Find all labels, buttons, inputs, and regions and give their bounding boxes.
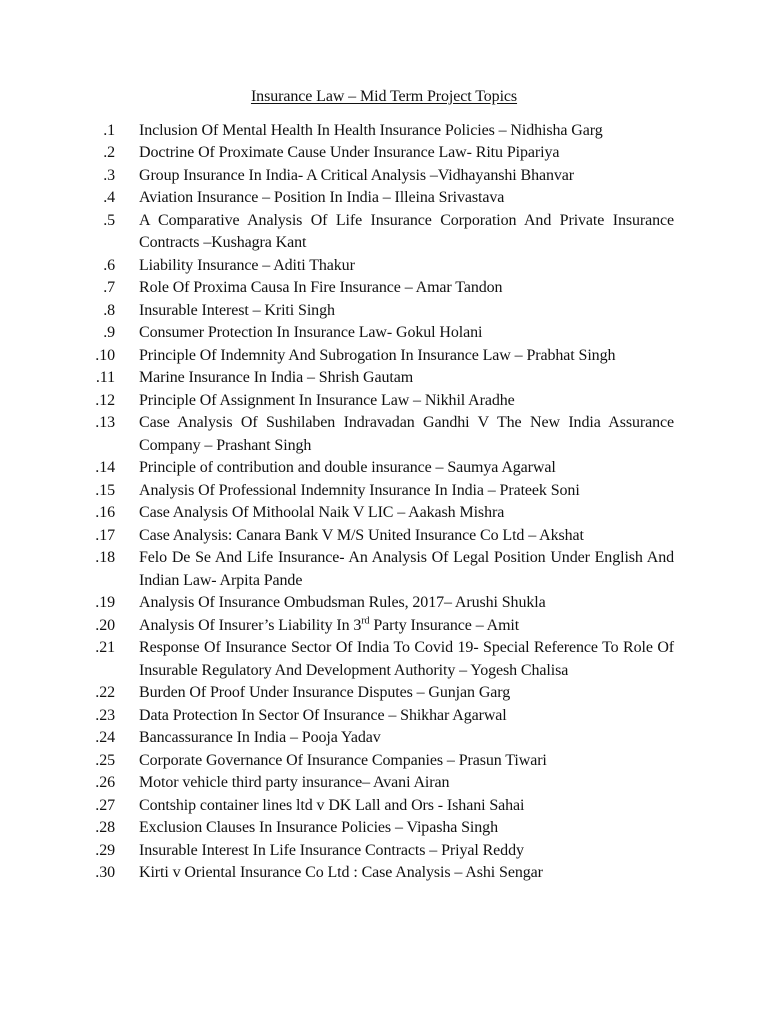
topic-item: 25. Corporate Governance Of Insurance Companies – Prasun Tiwari <box>95 751 547 769</box>
topic-text: Motor vehicle third party insurance– Avani Airan <box>139 774 450 791</box>
topic-text <box>139 617 519 634</box>
topic-text: Principle of contribution and double insurance – Saumya Agarwal <box>139 459 556 476</box>
topic-item: 2. Doctrine Of Proximate Cause Under Insurance Law- Ritu Pipariya <box>103 144 560 161</box>
topic-item: 15. Analysis Of Professional Indemnity Insurance In India – Prateek Soni <box>95 481 580 499</box>
topic-item: 3. Group Insurance In India- A Critical Analysis –Vidhayanshi Bhanvar <box>103 166 575 184</box>
topic-item: 5. A Comparative Analysis Of Life Insurance Corporation And Private Insurance Contracts –Kushagra Kant <box>103 211 674 251</box>
topic-text: Bancassurance In India – Pooja Yadav <box>139 729 381 746</box>
topic-item: 16. Case Analysis Of Mithoolal Naik V LIC – Aakash Mishra <box>95 504 505 521</box>
topic-item: 12. Principle Of Assignment In Insurance Law – Nikhil Aradhe <box>95 391 515 409</box>
topic-item: 1. Inclusion Of Mental Health In Health Insurance Policies – Nidhisha Garg <box>103 121 603 139</box>
topic-text: Felo De Se And Life Insurance- An Analysis Of Legal Position Under English And Indian Law- Arpita Pande <box>139 549 674 589</box>
topic-item: 8. Insurable Interest – Kriti Singh <box>103 301 335 319</box>
topic-text: Case Analysis Of Sushilaben Indravadan Gandhi V The New India Assurance Company – Prashant Singh <box>139 414 674 454</box>
topic-item: 14. Principle of contribution and double insurance – Saumya Agarwal <box>95 459 556 476</box>
topic-item: 17. Case Analysis: Canara Bank V M/S United Insurance Co Ltd – Akshat <box>95 526 584 544</box>
topic-text: Data Protection In Sector Of Insurance – Shikhar Agarwal <box>139 706 507 724</box>
topic-item: 22. Burden Of Proof Under Insurance Disputes – Gunjan Garg <box>95 684 511 701</box>
topic-text: Burden Of Proof Under Insurance Disputes – Gunjan Garg <box>139 684 511 701</box>
topic-text-part: Party Insurance – Amit <box>369 616 520 634</box>
topic-item: 7. Role Of Proxima Causa In Fire Insurance – Amar Tandon <box>103 279 503 296</box>
topic-item: 18. Felo De Se And Life Insurance- An Analysis Of Legal Position Under English And Indian Law- Arpita Pande <box>95 549 674 589</box>
topic-text: A Comparative Analysis Of Life Insurance Corporation And Private Insurance Contracts –Kushagra Kant <box>139 211 674 251</box>
ordinal-superscript: rd <box>361 615 370 627</box>
topic-text: Corporate Governance Of Insurance Companies – Prasun Tiwari <box>139 751 547 769</box>
topic-text: Liability Insurance – Aditi Thakur <box>139 256 355 274</box>
topic-text: Marine Insurance In India – Shrish Gautam <box>139 369 414 386</box>
topic-text: Analysis Of Professional Indemnity Insurance In India – Prateek Soni <box>139 481 580 499</box>
topic-text: Inclusion Of Mental Health In Health Insurance Policies – Nidhisha Garg <box>139 121 603 139</box>
document-title: Insurance Law – Mid Term Project Topics <box>250 88 518 105</box>
topic-item: 23. Data Protection In Sector Of Insurance – Shikhar Agarwal <box>95 706 507 724</box>
topic-item: 10. Principle Of Indemnity And Subrogation In Insurance Law – Prabhat Singh <box>95 346 616 364</box>
topic-item: 27. Contship container lines ltd v DK Lall and Ors - Ishani Sahai <box>95 796 525 814</box>
topic-item: 6. Liability Insurance – Aditi Thakur <box>103 256 355 274</box>
topic-text: Exclusion Clauses In Insurance Policies – Vipasha Singh <box>139 819 498 836</box>
topic-item: 30. Kirti v Oriental Insurance Co Ltd : Case Analysis – Ashi Sengar <box>95 864 543 881</box>
topic-text: Case Analysis Of Mithoolal Naik V LIC – Aakash Mishra <box>139 504 505 521</box>
topic-text: Consumer Protection In Insurance Law- Gokul Holani <box>139 324 483 341</box>
topic-text: Insurable Interest – Kriti Singh <box>139 301 335 319</box>
topic-text: Role Of Proxima Causa In Fire Insurance – Amar Tandon <box>139 279 503 296</box>
topic-text: Insurable Interest In Life Insurance Contracts – Priyal Reddy <box>139 841 524 859</box>
topic-item: 13. Case Analysis Of Sushilaben Indravadan Gandhi V The New India Assurance Company – Prashant Singh <box>95 414 674 454</box>
topic-text: Kirti v Oriental Insurance Co Ltd : Case Analysis – Ashi Sengar <box>139 864 543 881</box>
topic-list <box>95 120 674 885</box>
topic-text: Contship container lines ltd v DK Lall and Ors - Ishani Sahai <box>139 796 525 814</box>
topic-item: 11. Marine Insurance In India – Shrish Gautam <box>95 369 414 386</box>
topic-item: 24. Bancassurance In India – Pooja Yadav <box>95 729 381 746</box>
topic-text: Principle Of Indemnity And Subrogation In Insurance Law – Prabhat Singh <box>139 346 616 364</box>
topic-text: Aviation Insurance – Position In India – Illeina Srivastava <box>139 189 505 206</box>
topic-item: 28. Exclusion Clauses In Insurance Policies – Vipasha Singh <box>95 819 498 836</box>
topic-item: 26. Motor vehicle third party insurance– Avani Airan <box>95 774 450 791</box>
topic-text-part: Analysis Of Insurer’s Liability In 3 <box>139 616 362 634</box>
topic-item: 9. Consumer Protection In Insurance Law- Gokul Holani <box>103 324 483 341</box>
topic-text: Case Analysis: Canara Bank V M/S United Insurance Co Ltd – Akshat <box>139 526 584 544</box>
topic-text: Analysis Of Insurance Ombudsman Rules, 2017– Arushi Shukla <box>139 594 546 611</box>
topic-item: 29. Insurable Interest In Life Insurance Contracts – Priyal Reddy <box>95 841 524 859</box>
topic-item: 21. Response Of Insurance Sector Of India To Covid 19- Special Reference To Role Of Insurable Regulatory And Development Authority – Yogesh Chalisa <box>95 639 674 679</box>
topic-item: 4. Aviation Insurance – Position In India – Illeina Srivastava <box>103 189 505 206</box>
topic-item: 20. Analysis Of Insurer’s Liability In 3rd Party Insurance – Amit <box>95 615 520 634</box>
topic-text: Principle Of Assignment In Insurance Law – Nikhil Aradhe <box>139 391 515 409</box>
topic-text: Group Insurance In India- A Critical Analysis –Vidhayanshi Bhanvar <box>139 166 575 184</box>
topic-text: Response Of Insurance Sector Of India To Covid 19- Special Reference To Role Of Insurable Regulatory And Development Authority – Yogesh Chalisa <box>139 639 674 679</box>
topic-text: Doctrine Of Proximate Cause Under Insurance Law- Ritu Pipariya <box>139 144 560 161</box>
topic-item: 19. Analysis Of Insurance Ombudsman Rules, 2017– Arushi Shukla <box>95 594 546 611</box>
